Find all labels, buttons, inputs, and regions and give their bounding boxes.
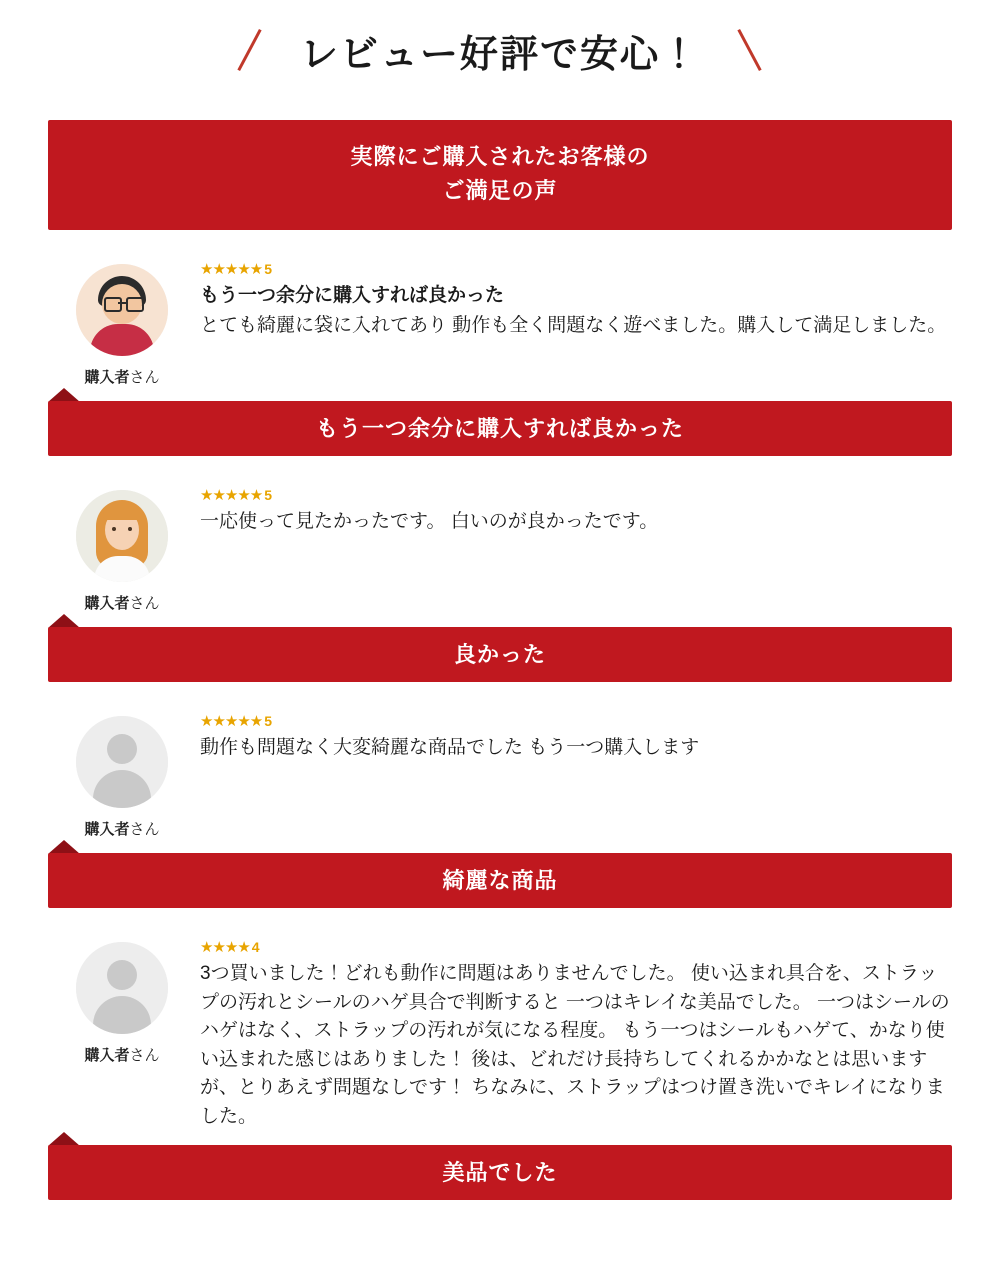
review-item	[0, 938, 1000, 1200]
reviewer-name-prefix: 購入者	[84, 595, 130, 613]
reviewer-name-suffix: さん	[129, 821, 160, 839]
slash-right-icon	[730, 27, 770, 73]
reviewer	[48, 938, 196, 1065]
ribbon-tail-icon	[48, 614, 80, 628]
review-ribbon-wrap	[0, 401, 1000, 456]
rating-score: 5	[264, 261, 273, 278]
ribbon-tail-icon	[48, 840, 80, 854]
review-ribbon: 美品でした	[48, 1145, 952, 1200]
ribbon-tail-icon	[48, 388, 80, 402]
rating-stars	[200, 940, 952, 955]
reviewer-name-suffix: さん	[129, 1047, 160, 1065]
review-body	[0, 486, 1000, 613]
rating-stars-glyphs: ★★★★★	[200, 713, 263, 731]
reviewer	[48, 486, 196, 613]
review-content	[196, 938, 952, 1131]
review-body	[0, 260, 1000, 387]
reviewer	[48, 712, 196, 839]
review-ribbon-wrap	[0, 627, 1000, 682]
section-banner	[48, 120, 952, 230]
rating-stars-glyphs: ★★★★★	[200, 487, 263, 505]
rating-stars-glyphs: ★★★★★	[200, 261, 263, 279]
review-item	[0, 260, 1000, 456]
rating-score: 5	[264, 487, 273, 504]
review-text: 一応使って見たかったです。 白いのが良かったです。	[200, 511, 659, 533]
rating-stars	[200, 488, 952, 503]
page-title-text: レビュー好評で安心！	[299, 33, 700, 76]
page-title	[0, 0, 1000, 100]
reviewer-name-prefix: 購入者	[84, 369, 130, 387]
avatar-woman-long-hair-icon	[76, 490, 168, 582]
review-title: もう一つ余分に購入すれば良かった	[200, 285, 505, 307]
review-content	[196, 486, 952, 537]
reviewer-name-prefix: 購入者	[84, 1047, 130, 1065]
reviewer-name-suffix: さん	[129, 595, 160, 613]
review-text: 動作も問題なく大変綺麗な商品でした もう一つ購入します	[200, 737, 700, 759]
review-ribbon-wrap	[0, 853, 1000, 908]
reviewer-name-prefix: 購入者	[84, 821, 130, 839]
review-item	[0, 486, 1000, 682]
reviewer-name	[48, 1044, 196, 1065]
review-ribbon: 良かった	[48, 627, 952, 682]
reviewer-name	[48, 366, 196, 387]
reviewer-name	[48, 818, 196, 839]
avatar-generic-silhouette-icon	[76, 942, 168, 1034]
review-ribbon: もう一つ余分に購入すれば良かった	[48, 401, 952, 456]
rating-score: 4	[251, 939, 260, 956]
reviewer-name-suffix: さん	[129, 369, 160, 387]
review-body	[0, 712, 1000, 839]
reviewer-name	[48, 592, 196, 613]
slash-left-icon	[230, 27, 270, 73]
rating-score: 5	[264, 713, 273, 730]
review-content	[196, 260, 952, 340]
rating-stars	[200, 262, 952, 277]
ribbon-tail-icon	[48, 1132, 80, 1146]
review-ribbon: 綺麗な商品	[48, 853, 952, 908]
review-body	[0, 938, 1000, 1131]
review-text: 3つ買いました！どれも動作に問題はありませんでした。 使い込まれ具合を、ストラップの汚れとシールのハゲ具合で判断すると 一つはキレイな美品でした。 一つはシールのハゲはなく、ストラップの汚れが気になる程度。 もう一つはシールもハゲて、かなり使い込まれた感じはありました！ 後は、どれだけ長持ちしてくれるかかなとは思いますが、とりあえず問題なしです！ ちなみに、ストラップはつけ置き洗いでキレイになりました。	[200, 963, 950, 1127]
review-item	[0, 712, 1000, 908]
review-ribbon-wrap	[0, 1145, 1000, 1200]
avatar-man-glasses-icon	[76, 264, 168, 356]
section-banner-line2: ご満足の声	[442, 178, 558, 204]
review-content	[196, 712, 952, 763]
section-banner-line1: 実際にご購入されたお客様の	[350, 144, 650, 169]
avatar-generic-silhouette-icon	[76, 716, 168, 808]
rating-stars	[200, 714, 952, 729]
rating-stars-glyphs: ★★★★	[200, 939, 250, 957]
review-text: とても綺麗に袋に入れてあり 動作も全く問題なく遊べました。購入して満足しました。	[200, 314, 947, 336]
reviewer	[48, 260, 196, 387]
